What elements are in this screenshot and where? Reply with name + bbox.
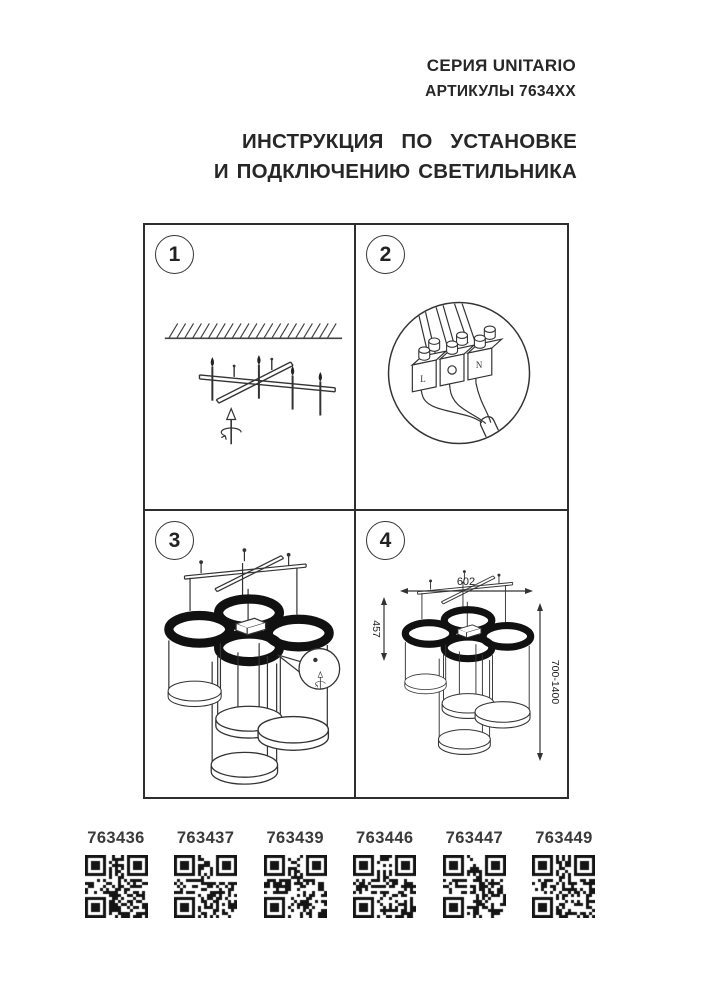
mounting-cross-bracket [199,355,335,415]
terminal-label-live: L [420,373,426,384]
step-number-badge: 3 [155,521,194,560]
qr-item [262,829,328,918]
qr-code [264,855,327,918]
qr-code [174,855,237,918]
detail-callout [278,649,340,690]
qr-code [532,855,595,918]
title-line-2: И ПОДКЛЮЧЕНИЮ СВЕТИЛЬНИКА [213,160,577,183]
step-panel-1 [145,225,356,511]
article-label: 763449 [535,829,593,847]
page-title [214,130,577,184]
qr-code [443,855,506,918]
terminal-label-neutral: N [475,359,483,370]
step-panel-2 [356,225,567,511]
article-label: 763437 [176,829,235,847]
article-numbers: АРТИКУЛЫ 7634XX [425,83,576,100]
height-dimension-label: 700-1400 [549,659,561,705]
step-number-badge: 4 [366,521,405,560]
step-panel-4 [356,511,567,797]
chandelier-assembly [405,571,531,755]
qr-item [173,829,239,918]
article-label: 763439 [266,829,324,847]
qr-item [83,829,149,918]
series-name: СЕРИЯ UNITARIO [426,56,576,75]
article-label: 763446 [356,829,414,847]
instruction-grid [143,223,569,799]
step-number-badge: 2 [366,235,405,274]
qr-item [441,829,507,918]
qr-code [85,855,148,918]
title-line-1: ИНСТРУКЦИЯ ПО УСТАНОВКЕ [242,130,577,153]
article-label: 763436 [87,829,145,847]
width-dimension-label: 602 [456,576,476,588]
push-and-turn-arrow [221,409,241,445]
qr-item [531,829,597,918]
qr-item [352,829,418,918]
qr-code [353,855,416,918]
depth-dimension-label: 457 [370,620,382,638]
qr-code-row [83,829,597,918]
header [425,56,576,101]
article-label: 763447 [445,829,504,847]
step-number-badge: 1 [155,235,194,274]
step-panel-3 [145,511,356,797]
